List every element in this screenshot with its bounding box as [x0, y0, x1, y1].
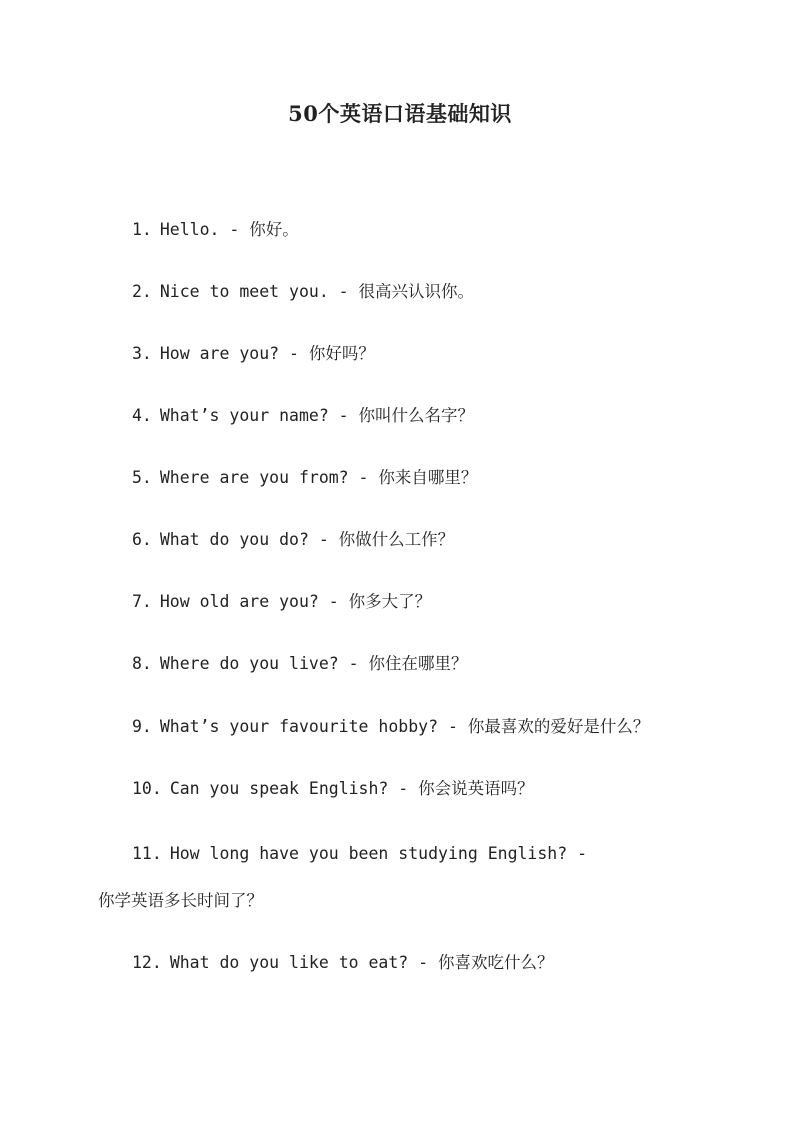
item-text: What do you like to eat? - 你喜欢吃什么？: [169, 953, 554, 972]
item-number: 9.: [132, 717, 152, 736]
item-text: Where do you live? - 你住在哪里？: [159, 654, 468, 673]
item-text: Can you speak English? - 你会说英语吗？: [169, 779, 534, 798]
list-item: [98, 830, 598, 924]
item-number: 2.: [132, 282, 152, 301]
list-item: [132, 774, 760, 804]
item-number: 11.: [132, 844, 162, 863]
item-text: What do you do? - 你做什么工作？: [159, 530, 455, 549]
item-text: Nice to meet you. - 很高兴认识你。: [159, 282, 475, 301]
list-item: [132, 649, 760, 679]
item-number: 12.: [132, 953, 162, 972]
list-item: [132, 401, 760, 431]
item-text: What’s your name? - 你叫什么名字？: [159, 406, 475, 425]
item-number: 4.: [132, 406, 152, 425]
item-number: 5.: [132, 468, 152, 487]
document-title: 50个英语口语基础知识: [288, 101, 512, 126]
list-item: [132, 339, 760, 369]
item-text: What’s your favourite hobby? - 你最喜欢的爱好是什么？: [159, 717, 650, 736]
item-text: Where are you from? - 你来自哪里？: [159, 468, 478, 487]
item-number: 3.: [132, 344, 152, 363]
list-item: [132, 587, 760, 617]
item-number: 8.: [132, 654, 152, 673]
list-item: [132, 948, 760, 978]
list-item: [132, 215, 760, 245]
item-text: How long have you been studying English? - 你学英语多长时间了？: [98, 844, 588, 910]
list-item: [132, 712, 760, 742]
item-number: 7.: [132, 592, 152, 611]
list-item: [132, 277, 760, 307]
item-number: 6.: [132, 530, 152, 549]
item-number: 1.: [132, 220, 152, 239]
item-number: 10.: [132, 779, 162, 798]
list-item: [132, 525, 760, 555]
item-text: Hello. - 你好。: [159, 220, 299, 239]
list-item: [132, 463, 760, 493]
item-text: How old are you? - 你多大了？: [159, 592, 432, 611]
item-text: How are you? - 你好吗？: [159, 344, 375, 363]
